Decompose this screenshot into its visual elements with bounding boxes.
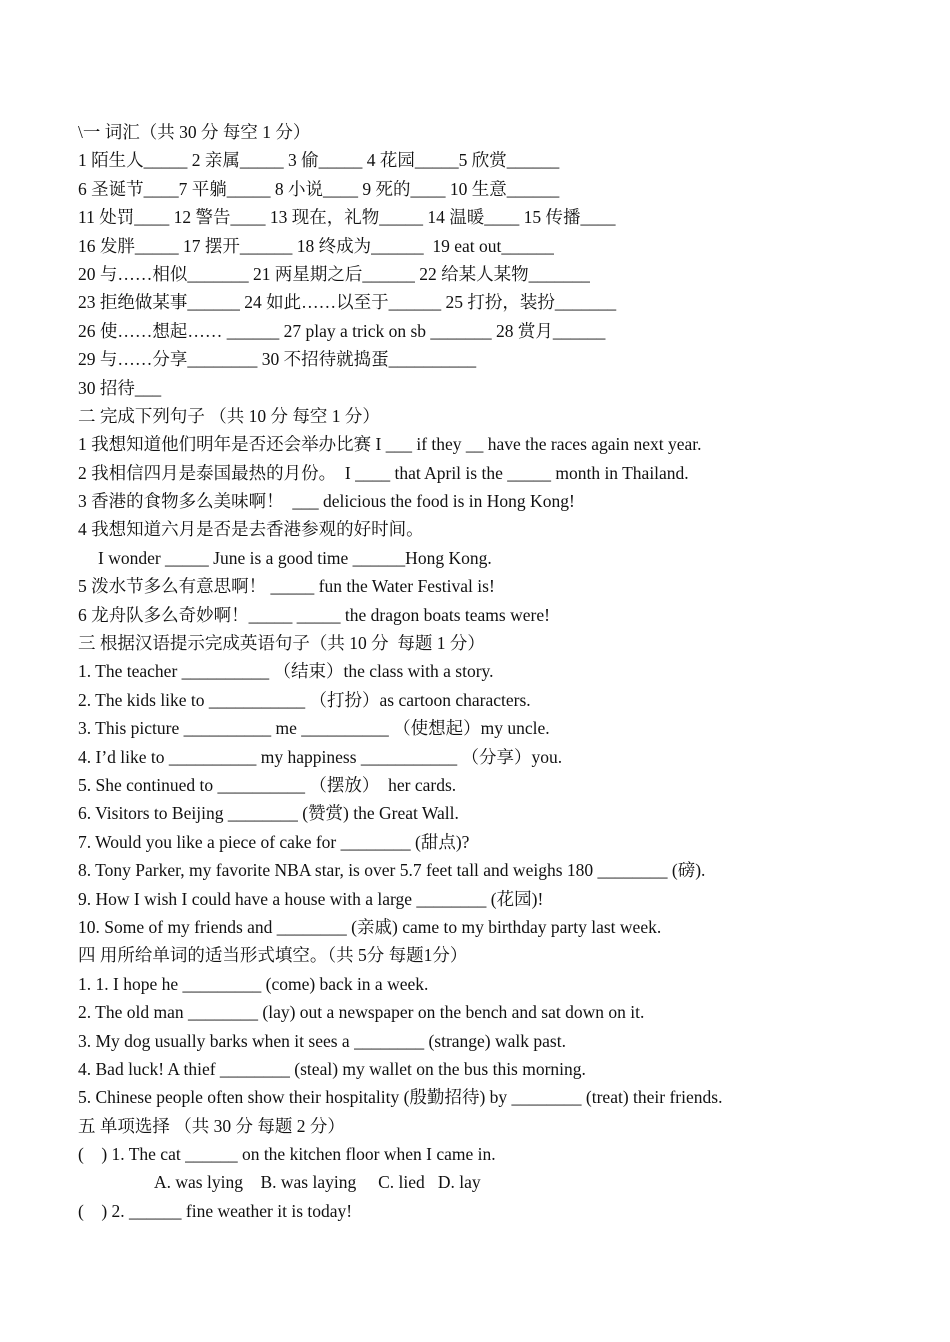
wordform-item-2: 2. The old man ________ (lay) out a newspaper on the bench and sat down on it. xyxy=(78,1002,645,1023)
wordform-item-1: 1. 1. I hope he _________ (come) back in a week. xyxy=(78,973,429,994)
translate-item-1: 1. The teacher __________ （结束）the class with a story. xyxy=(78,661,494,682)
translate-item-3: 3. This picture __________ me __________ （使想起）my uncle. xyxy=(78,718,550,739)
section-1-heading: \一 词汇（共 30 分 每空 1 分） xyxy=(78,122,311,142)
choice-question-2: ( ) 2. ______ fine weather it is today! xyxy=(78,1200,353,1221)
translate-item-6: 6. Visitors to Beijing ________ (赞赏) the Great Wall. xyxy=(78,803,459,824)
sentence-item-4-english: I wonder _____ June is a good time ______Hong Kong. xyxy=(98,547,492,568)
translate-item-9: 9. How I wish I could have a house with a large ________ (花园)! xyxy=(78,888,544,909)
vocab-line-1: 1 陌生人_____ 2 亲属_____ 3 偷_____ 4 花园_____5 欣赏______ xyxy=(78,150,560,171)
sentence-item-2: 2 我相信四月是泰国最热的月份。 I ____ that April is the _____ month in Thailand. xyxy=(78,462,689,483)
translate-item-4: 4. I’d like to __________ my happiness ___________ （分享）you. xyxy=(78,746,563,767)
translate-item-5: 5. She continued to __________ （摆放） her cards. xyxy=(78,774,457,795)
translate-item-10: 10. Some of my friends and ________ (亲戚) came to my birthday party last week. xyxy=(78,916,662,937)
translate-item-2: 2. The kids like to ___________ （打扮）as cartoon characters. xyxy=(78,689,531,710)
wordform-item-5: 5. Chinese people often show their hospitality (殷勤招待) by ________ (treat) their friends. xyxy=(78,1087,723,1108)
section-5-heading: 五 单项选择 （共 30 分 每题 2 分） xyxy=(78,1115,345,1136)
sentence-item-4-chinese: 4 我想知道六月是否是去香港参观的好时间。 xyxy=(78,519,424,540)
vocab-line-6: 23 拒绝做某事______ 24 如此……以至于______ 25 打扮，装扮_______ xyxy=(78,292,617,313)
sentence-item-6: 6 龙舟队多么奇妙啊！_____ _____ the dragon boats teams were! xyxy=(78,604,550,625)
vocab-line-5: 20 与……相似_______ 21 两星期之后______ 22 给某人某物_______ xyxy=(78,263,590,284)
choice-question-1: ( ) 1. The cat ______ on the kitchen floor when I came in. xyxy=(78,1144,496,1165)
translate-item-7: 7. Would you like a piece of cake for ________ (甜点)? xyxy=(78,831,470,852)
sentence-item-5: 5 泼水节多么有意思啊！ _____ fun the Water Festival is! xyxy=(78,576,495,597)
wordform-item-4: 4. Bad luck! A thief ________ (steal) my wallet on the bus this morning. xyxy=(78,1058,586,1079)
choice-question-1-options: A. was lying B. was laying C. lied D. lay xyxy=(154,1172,481,1193)
section-3-heading: 三 根据汉语提示完成英语句子（共 10 分 每题 1 分） xyxy=(78,633,485,654)
worksheet-page xyxy=(78,118,878,1225)
vocab-line-9: 30 招待___ xyxy=(78,377,162,398)
sentence-item-3: 3 香港的食物多么美味啊！ ___ delicious the food is in Hong Kong! xyxy=(78,491,575,512)
translate-item-8: 8. Tony Parker, my favorite NBA star, is over 5.7 feet tall and weighs 180 ________ (磅). xyxy=(78,860,706,881)
section-2-heading: 二 完成下列句子 （共 10 分 每空 1 分） xyxy=(78,405,380,426)
wordform-item-3: 3. My dog usually barks when it sees a ________ (strange) walk past. xyxy=(78,1030,566,1051)
sentence-item-1: 1 我想知道他们明年是否还会举办比赛 I ___ if they __ have the races again next year. xyxy=(78,434,702,455)
vocab-line-8: 29 与……分享________ 30 不招待就捣蛋__________ xyxy=(78,349,477,370)
vocab-line-2: 6 圣诞节____7 平躺_____ 8 小说____ 9 死的____ 10 生意______ xyxy=(78,178,560,199)
section-4-heading: 四 用所给单词的适当形式填空。（共 5分 每题1分） xyxy=(78,945,468,966)
vocab-line-7: 26 使……想起…… ______ 27 play a trick on sb _______ 28 赏月______ xyxy=(78,320,606,341)
vocab-line-4: 16 发胖_____ 17 摆开______ 18 终成为______ 19 eat out______ xyxy=(78,235,554,256)
vocab-line-3: 11 处罚____ 12 警告____ 13 现在，礼物_____ 14 温暖____ 15 传播____ xyxy=(78,207,616,228)
